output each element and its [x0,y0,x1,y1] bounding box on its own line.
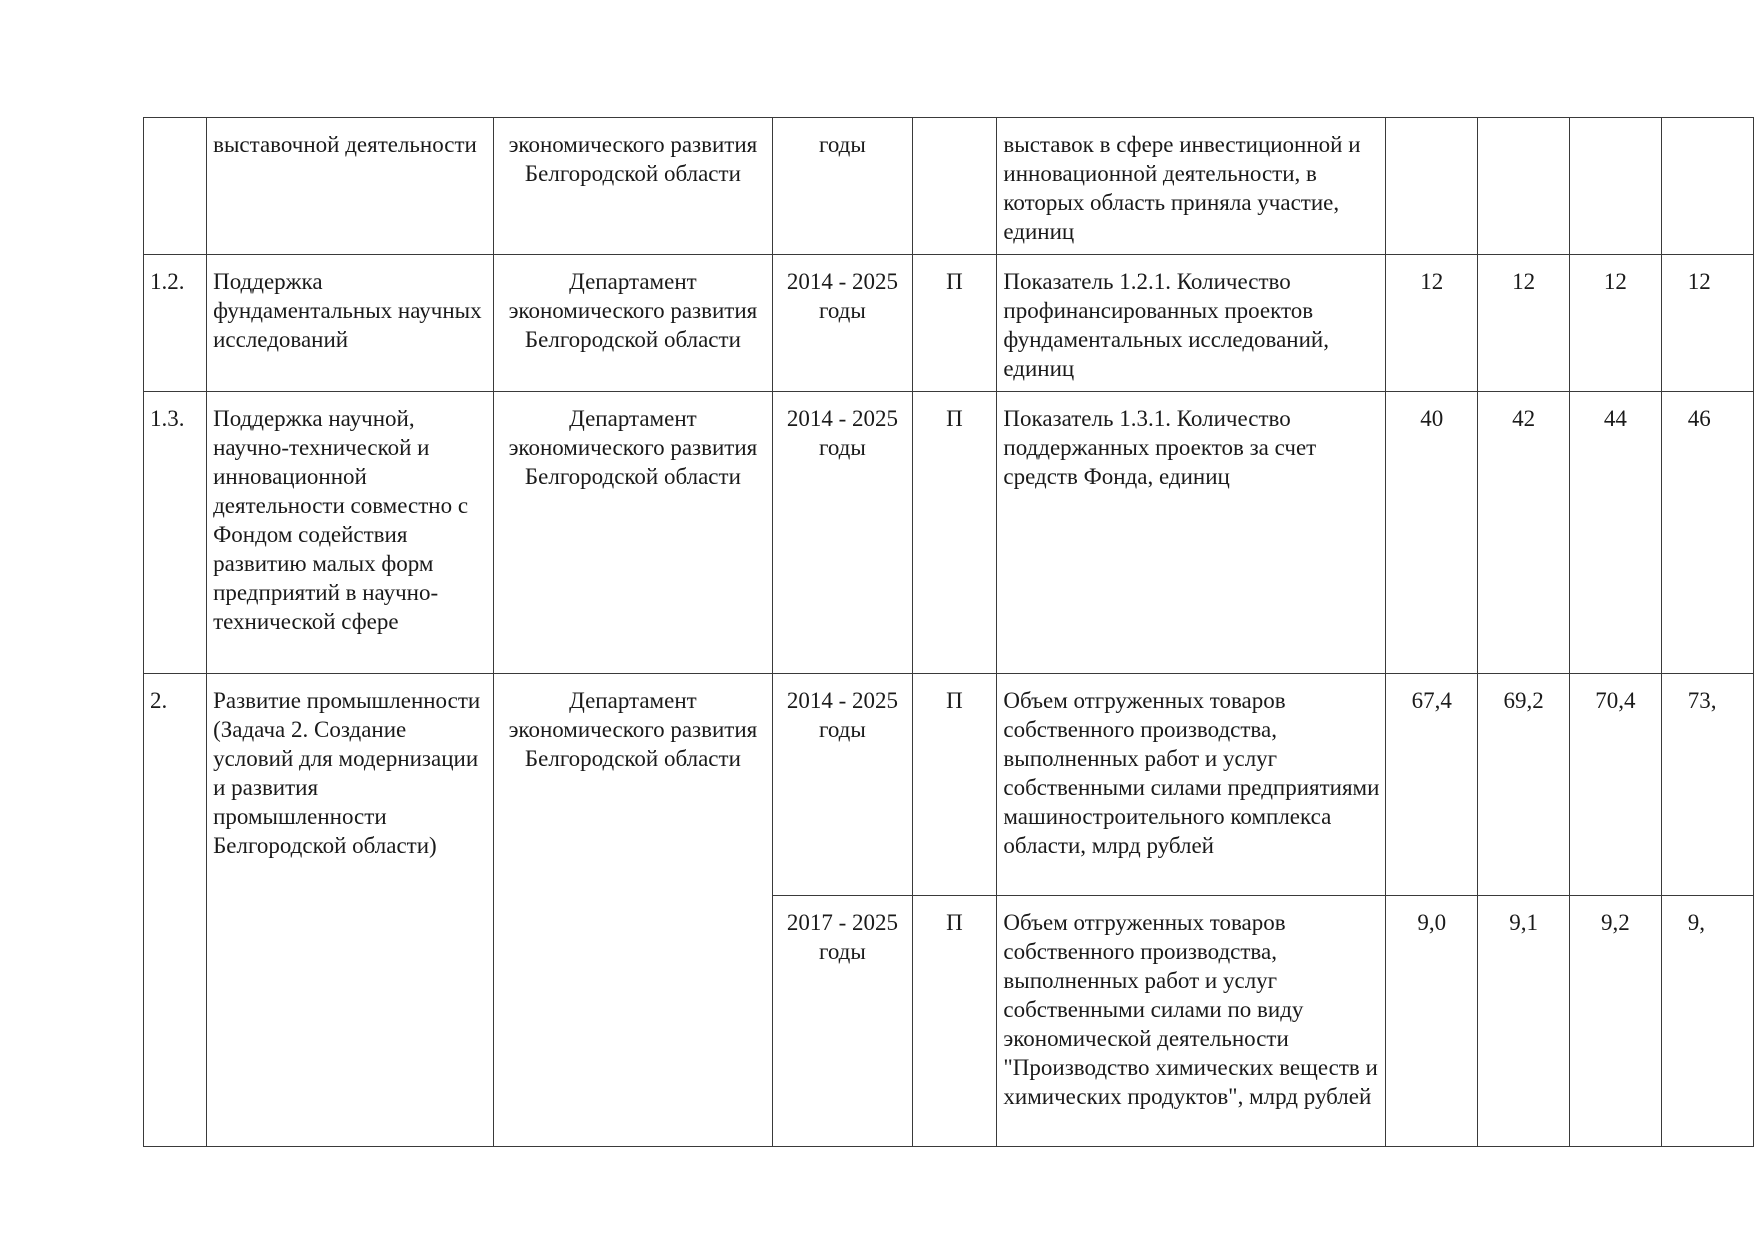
indicator-text: Показатель 1.2.1. Количество профинансированных проектов фундаментальных исследований, единиц [997,255,1386,392]
measure-type [912,118,997,255]
implementation-years: 2014 - 2025 годы [773,674,912,896]
indicator-value: 12 [1569,255,1661,392]
table-row [144,118,1754,255]
indicator-value [1661,118,1753,255]
indicator-value: 12 [1386,255,1478,392]
measure-name: выставочной деятельности [207,118,494,255]
implementation-years: 2017 - 2025 годы [773,896,912,1147]
indicator-value: 42 [1478,392,1570,674]
measure-type: П [912,255,997,392]
responsible-department: экономического развития Белгородской области [493,118,773,255]
table-row [144,392,1754,674]
indicator-value: 12 [1661,255,1753,392]
indicator-text: выставок в сфере инвестиционной и инновационной деятельности, в которых область приняла участие, единиц [997,118,1386,255]
responsible-department: Департамент экономического развития Белгородской области [493,674,773,1147]
table-row [144,674,1754,896]
indicator-value: 9, [1661,896,1753,1147]
indicator-text: Объем отгруженных товаров собственного производства, выполненных работ и услуг собственными силами по виду экономической деятельности "Производство химических веществ и химических продуктов", млрд рублей [997,896,1386,1147]
measure-type: П [912,392,997,674]
indicator-value: 40 [1386,392,1478,674]
indicator-value: 12 [1478,255,1570,392]
responsible-department: Департамент экономического развития Белгородской области [493,392,773,674]
table-row [144,255,1754,392]
responsible-department: Департамент экономического развития Белгородской области [493,255,773,392]
indicator-value: 9,1 [1478,896,1570,1147]
implementation-years: 2014 - 2025 годы [773,255,912,392]
indicator-value [1478,118,1570,255]
indicator-value [1569,118,1661,255]
measure-name: Поддержка фундаментальных научных исследований [207,255,494,392]
indicator-value: 44 [1569,392,1661,674]
row-number: 1.3. [144,392,207,674]
indicator-value: 73, [1661,674,1753,896]
implementation-years: 2014 - 2025 годы [773,392,912,674]
measure-name: Поддержка научной, научно-технической и инновационной деятельности совместно с Фондом содействия развитию малых форм предприятий в научно-технической сфере [207,392,494,674]
indicator-value: 9,2 [1569,896,1661,1147]
row-number: 1.2. [144,255,207,392]
indicator-value: 67,4 [1386,674,1478,896]
indicator-value: 69,2 [1478,674,1570,896]
measure-type: П [912,674,997,896]
row-number [144,118,207,255]
indicator-value: 9,0 [1386,896,1478,1147]
implementation-years: годы [773,118,912,255]
indicator-text: Показатель 1.3.1. Количество поддержанных проектов за счет средств Фонда, единиц [997,392,1386,674]
indicator-value: 70,4 [1569,674,1661,896]
indicator-value [1386,118,1478,255]
measure-name: Развитие промышленности (Задача 2. Создание условий для модернизации и развития промышленности Белгородской области) [207,674,494,1147]
measure-type: П [912,896,997,1147]
indicator-text: Объем отгруженных товаров собственного производства, выполненных работ и услуг собственными силами предприятиями машиностроительного комплекса области, млрд рублей [997,674,1386,896]
program-measures-table [143,117,1754,1147]
indicator-value: 46 [1661,392,1753,674]
row-number: 2. [144,674,207,1147]
